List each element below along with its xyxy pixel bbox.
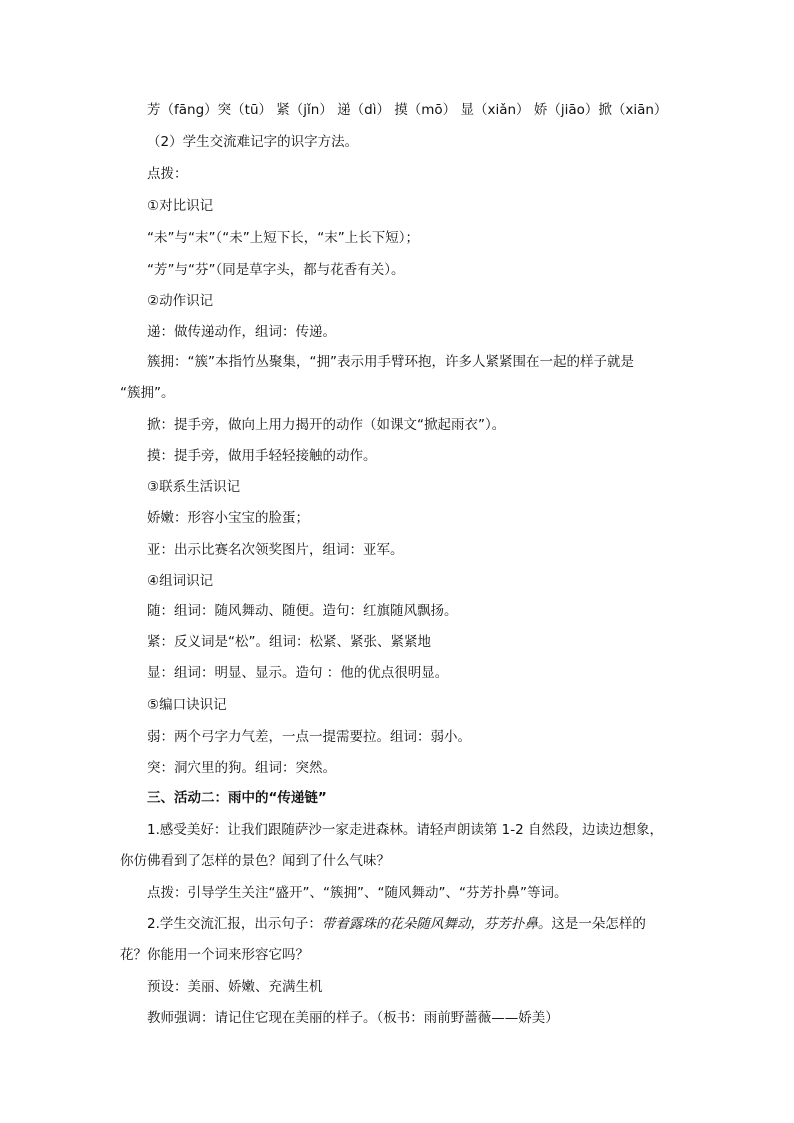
paragraph-line: “簇拥”。 [120, 385, 175, 401]
paragraph-line: 簇拥：“簇”本指竹丛聚集，“拥”表示用手臂环抱，许多人紧紧围在一起的样子就是 [147, 354, 634, 370]
section-heading: 三、活动二：雨中的“传递链” [147, 790, 327, 806]
paragraph-line: 弱：两个弓字力气差，一点一提需要拉。组词：弱小。 [147, 729, 471, 745]
paragraph-line: 点拨：引导学生关注“盛开”、“簇拥”、“随风舞动”、“芬芳扑鼻”等词。 [147, 885, 568, 901]
paragraph-line: 显：组词：明显、显示。造句 ：他的优点很明显。 [147, 665, 449, 681]
paragraph-line: 1.感受美好：让我们跟随萨沙一家走进森林。请轻声朗读第 1-2 自然段，边读边想象， [147, 822, 664, 838]
paragraph-line: 点拨： [147, 166, 188, 182]
quoted-sentence: 带着露珠的花朵随风舞动，芬芳扑鼻。 [321, 916, 552, 932]
paragraph-line: 亚：出示比赛名次领奖图片，组词：亚军。 [147, 542, 404, 558]
paragraph-line: 掀：提手旁，做向上用力揭开的动作（如课文“掀起雨衣”）。 [147, 417, 506, 433]
paragraph-line: “未”与“末”（“未”上短下长，“末”上长下短）； [147, 230, 419, 246]
paragraph-line: 突：洞穴里的狗。组词：突然。 [147, 760, 336, 776]
pinyin-line: 芳（fāng）突（tū） 紧（jǐn） 递（dì） 摸（mō） 显（xiǎn） 娇（jiāo）掀（xiān） [147, 102, 668, 118]
paragraph-line: 教师强调：请记住它现在美丽的样子。（板书：雨前野蔷薇——娇美） [147, 1010, 559, 1026]
paragraph-line: 递：做传递动作，组词：传递。 [147, 324, 336, 340]
paragraph-line: 预设：美丽、娇嫩、充满生机 [147, 979, 323, 995]
paragraph-line: 随：组词：随风舞动、随便。造句：红旗随风飘扬。 [147, 603, 458, 619]
paragraph-line: 花？你能用一个词来形容它吗？ [120, 947, 309, 963]
subheading: ②动作识记 [147, 293, 214, 309]
paragraph-line: 摸：提手旁，做用手轻轻接触的动作。 [147, 448, 377, 464]
subheading: ③联系生活识记 [147, 479, 241, 495]
paragraph-line [147, 914, 707, 934]
paragraph-line-lead: 2.学生交流汇报，出示句子： [147, 916, 322, 932]
paragraph-line-tail: 这是一朵怎样的 [551, 916, 646, 932]
subheading: ⑤编口诀识记 [147, 697, 227, 713]
subheading: ④组词识记 [147, 573, 214, 589]
paragraph-line: “芳”与“芬”（同是草字头，都与花香有关）。 [147, 262, 405, 278]
paragraph-line: （2）学生交流难记字的识字方法。 [147, 134, 359, 150]
subheading: ①对比识记 [147, 198, 214, 214]
paragraph-line: 你仿佛看到了怎样的景色？闻到了什么气味？ [120, 853, 390, 869]
paragraph-line: 紧：反义词是“松”。组词：松紧、紧张、紧紧地 [147, 634, 431, 650]
paragraph-line: 娇嫩：形容小宝宝的脸蛋； [147, 510, 309, 526]
